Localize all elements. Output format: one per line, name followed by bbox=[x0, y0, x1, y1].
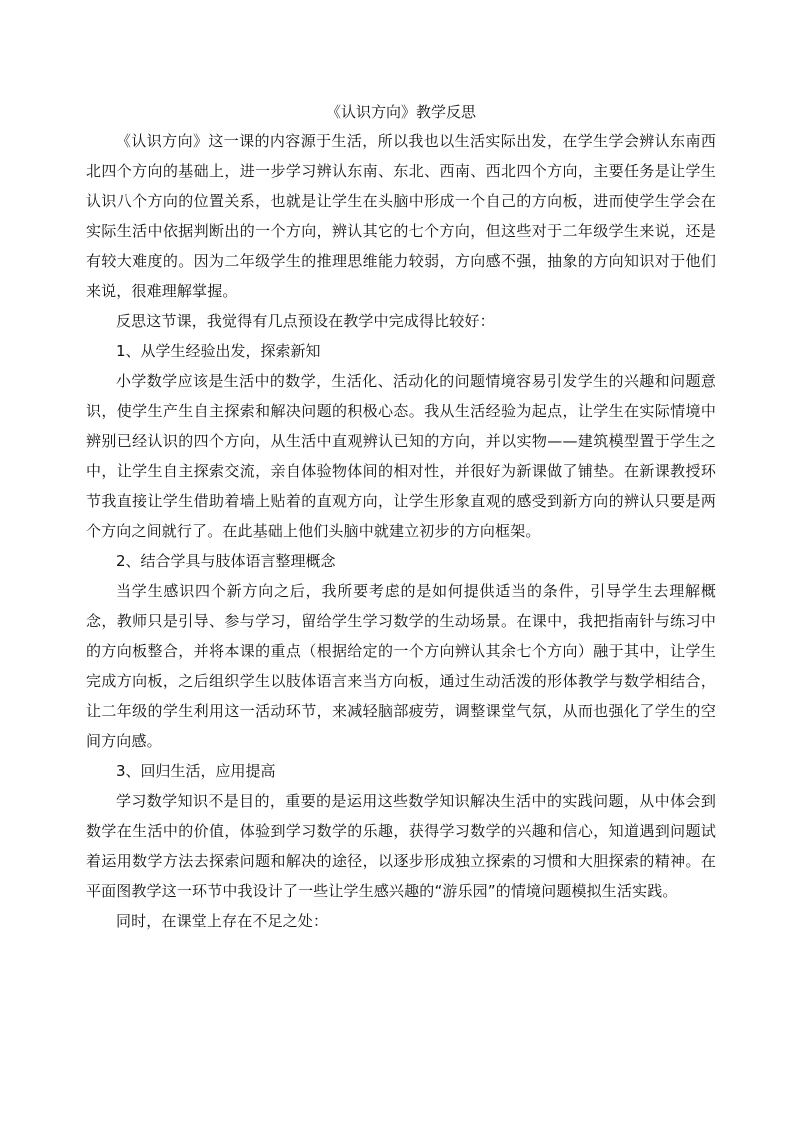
document-title: 《认识方向》教学反思 bbox=[325, 103, 476, 121]
paragraph-reflection: 反思这节课，我觉得有几点预设在教学中完成得比较好： bbox=[116, 312, 495, 330]
paragraph-section-1: 小学数学应该是生活中的数学，生活化、活动化的问题情境容易引发学生的兴趣和问题意识，使学生产生自主探索和解决问题的积极心态。我从生活经验为起点，让学生在实际情境中辨别已经认识的四个方向，从生活中直观辨认已知的方向，并以实物——建筑模型置于学生之中，让学生自主探索交流，亲自体验物体间的相对性，并很好为新课做了铺垫。在新课教授环节我直接让学生借助着墙上贴着的直观方向，让学生形象直观的感受到新方向的辨认只要是两个方向之间就行了。在此基础上他们头脑中就建立初步的方向框架。 bbox=[86, 372, 716, 540]
document-body bbox=[86, 98, 716, 936]
paragraph-section-2: 当学生感识四个新方向之后，我所要考虑的是如何提供适当的条件，引导学生去理解概念，教师只是引导、参与学习，留给学生学习数学的生动场景。在课中，我把指南针与练习中的方向板整合，并将本课的重点（根据给定的一个方向辨认其余七个方向）融于其中，让学生完成方向板，之后组织学生以肢体语言来当方向板，通过生动活泼的形体教学与数学相结合，让二年级的学生利用这一活动环节，来减轻脑部疲劳，调整课堂气氛，从而也强化了学生的空间方向感。 bbox=[86, 582, 716, 750]
paragraph-shortcomings: 同时，在课堂上存在不足之处： bbox=[116, 912, 329, 930]
section-heading-1: 1、从学生经验出发，探索新知 bbox=[116, 342, 321, 360]
paragraph-section-3: 学习数学知识不是目的，重要的是运用这些数学知识解决生活中的实践问题，从中体会到数学在生活中的价值，体验到学习数学的乐趣，获得学习数学的兴趣和信心，知道遇到问题试着运用数学方法去探索问题和解决的途径，以逐步形成独立探索的习惯和大胆探索的精神。在平面图教学这一环节中我设计了一些让学生感兴趣的“游乐园”的情境问题模拟生活实践。 bbox=[86, 792, 716, 900]
paragraph-intro: 《认识方向》这一课的内容源于生活，所以我也以生活实际出发，在学生学会辨认东南西北四个方向的基础上，进一步学习辨认东南、东北、西南、西北四个方向，主要任务是让学生认识八个方向的位置关系，也就是让学生在头脑中形成一个自己的方向板，进而使学生学会在实际生活中依据判断出的一个方向，辨认其它的七个方向，但这些对于二年级学生来说，还是有较大难度的。因为二年级学生的推理思维能力较弱，方向感不强，抽象的方向知识对于他们来说，很难理解掌握。 bbox=[86, 132, 716, 300]
section-heading-2: 2、结合学具与肢体语言整理概念 bbox=[116, 552, 336, 570]
section-heading-3: 3、回归生活，应用提高 bbox=[116, 762, 276, 780]
